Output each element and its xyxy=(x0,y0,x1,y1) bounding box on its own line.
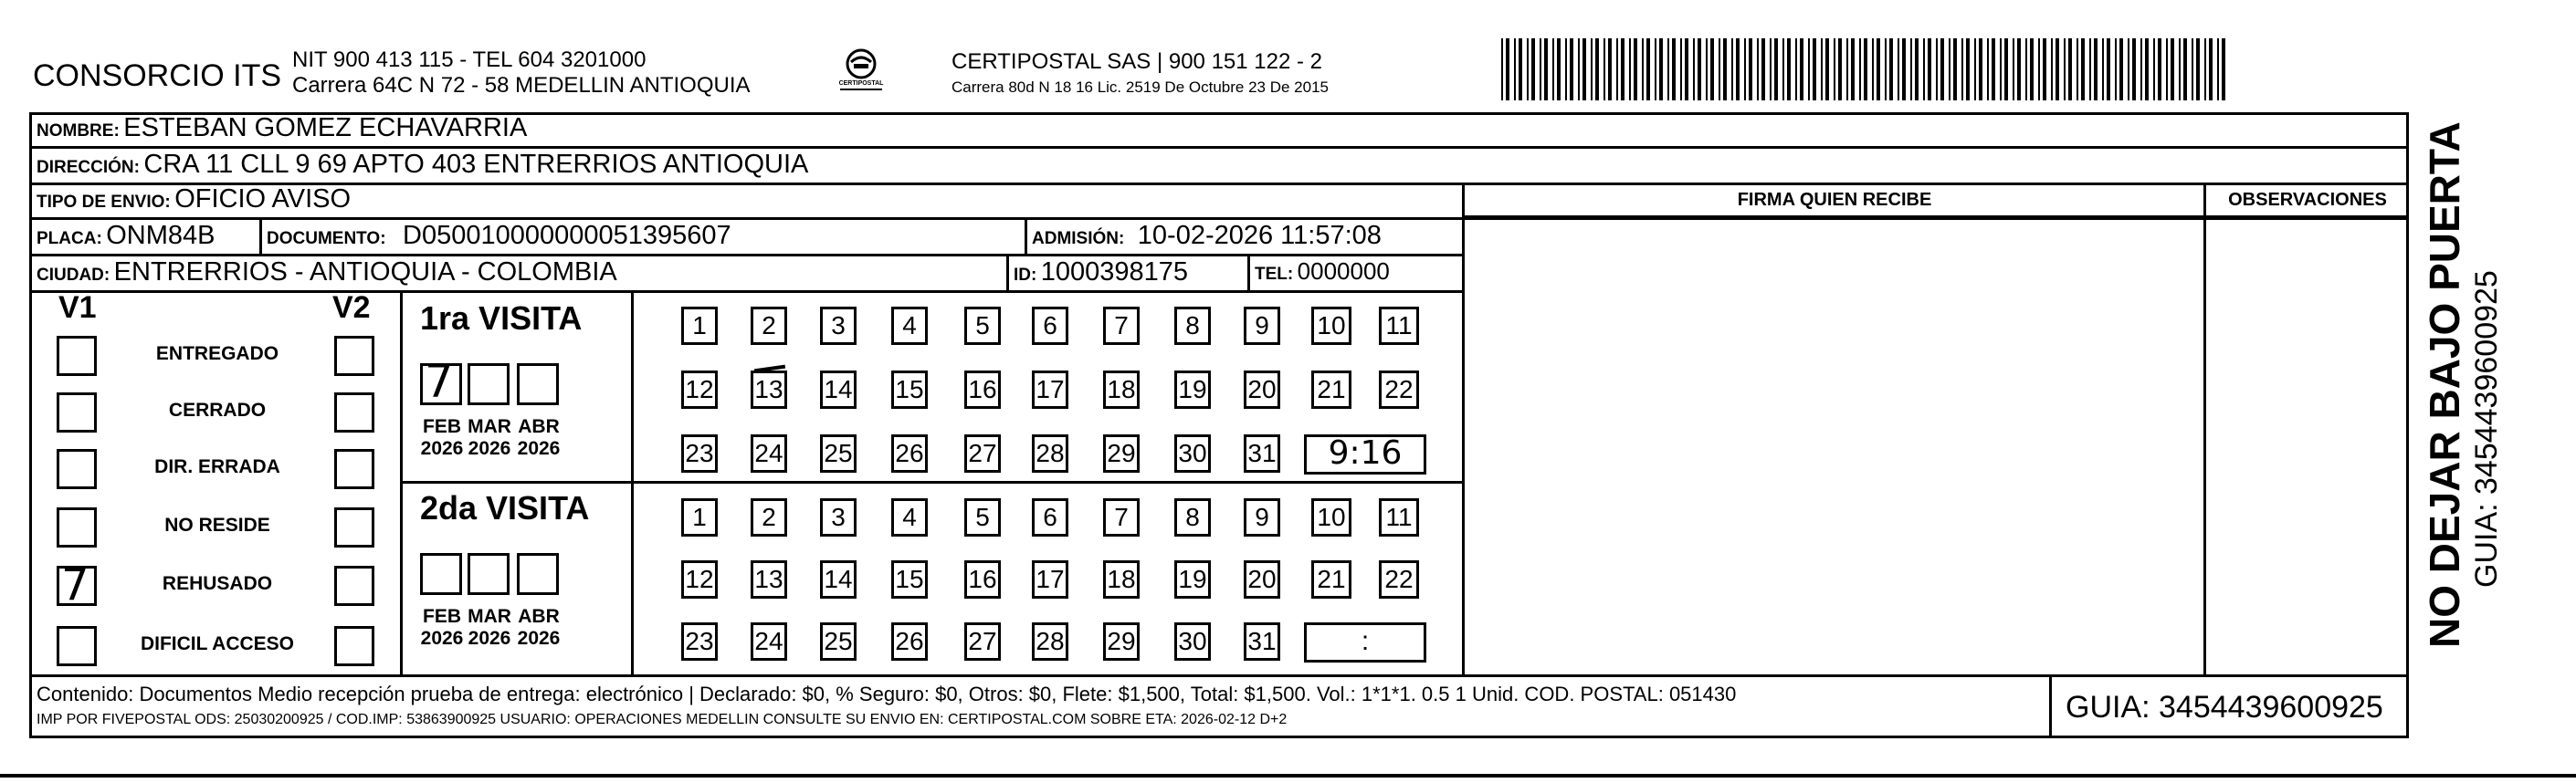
day-box[interactable]: 10 xyxy=(1311,307,1351,345)
barcode-bar xyxy=(1693,38,1695,100)
barcode-bar xyxy=(1646,38,1650,100)
barcode-bar xyxy=(2004,38,2008,100)
barcode-bar xyxy=(1787,38,1791,100)
day-box[interactable]: 4 xyxy=(891,498,928,537)
day-box[interactable]: 11 xyxy=(1379,307,1419,345)
barcode-bar xyxy=(1949,38,1950,100)
tipo-label: TIPO DE ENVIO: xyxy=(37,193,171,212)
month-checkbox[interactable] xyxy=(420,553,462,595)
barcode-bar xyxy=(1582,38,1586,100)
barcode-bar xyxy=(2068,38,2072,100)
placa-label: PLACA: xyxy=(37,229,102,248)
documento-label: DOCUMENTO: xyxy=(267,229,386,248)
side-guia: GUIA: 3454439600925 xyxy=(2469,270,2504,588)
id-label: ID: xyxy=(1014,266,1037,285)
ciudad-cell xyxy=(37,257,617,287)
bottom-cut-line xyxy=(0,774,2576,778)
barcode-bar xyxy=(1519,38,1522,100)
barcode-bar xyxy=(2145,38,2149,100)
status-label: REHUSADO xyxy=(162,573,273,594)
barcode-bar xyxy=(1902,38,1906,100)
barcode-bar xyxy=(1552,38,1554,100)
ciudad-value: ENTRERRIOS - ANTIOQUIA - COLOMBIA xyxy=(113,257,617,287)
month-name: ABR xyxy=(518,606,560,627)
day-box[interactable]: 18 xyxy=(1103,371,1140,409)
barcode-bar xyxy=(1885,38,1887,100)
barcode-bar xyxy=(1979,38,1982,100)
day-box[interactable]: 3 xyxy=(820,307,857,345)
barcode-bar xyxy=(2013,38,2014,100)
ciudad-label: CIUDAD: xyxy=(37,266,110,285)
barcode-bar xyxy=(1813,38,1816,100)
barcode-bar xyxy=(2051,38,2053,100)
barcode-bar xyxy=(1864,38,1867,100)
barcode-bar xyxy=(1603,38,1605,100)
day-box[interactable]: 23 xyxy=(681,622,718,661)
day-box[interactable]: 29 xyxy=(1103,622,1140,661)
barcode-bar xyxy=(1595,38,1599,100)
status-label: CERRADO xyxy=(168,400,267,421)
day-box[interactable]: 7 xyxy=(1103,307,1140,345)
barcode-bar xyxy=(1992,38,1995,100)
day-box[interactable]: 14 xyxy=(820,560,857,599)
v1-check-mark: 7 xyxy=(61,559,89,611)
barcode-bar xyxy=(1808,38,1810,100)
barcode-bar xyxy=(2183,38,2187,100)
day-box[interactable]: 25 xyxy=(820,622,857,661)
v2-checkbox[interactable] xyxy=(334,566,374,606)
barcode-bar xyxy=(1910,38,1912,100)
id-cell xyxy=(1014,257,1188,287)
barcode-bar xyxy=(2132,38,2136,100)
day-box[interactable]: 16 xyxy=(964,560,1001,599)
documento-cell xyxy=(267,221,731,251)
barcode-bar xyxy=(1966,38,1970,100)
month-checkbox[interactable] xyxy=(517,553,559,595)
barcode-bar xyxy=(2081,38,2085,100)
day-box[interactable]: 24 xyxy=(751,622,787,661)
barcode-bar xyxy=(1608,38,1612,100)
v1-checkbox[interactable] xyxy=(57,392,97,433)
barcode-bar xyxy=(2056,38,2059,100)
v1-checkbox[interactable] xyxy=(57,507,97,548)
barcode-bar xyxy=(1506,38,1509,100)
first-visit-time[interactable]: 9:16 xyxy=(1304,434,1426,475)
barcode-bar xyxy=(1531,38,1535,100)
barcode-bar xyxy=(1974,38,1976,100)
nombre-label: NOMBRE: xyxy=(37,121,120,141)
second-visit-label: 2da VISITA xyxy=(420,489,590,527)
tipo-value: OFICIO AVISO xyxy=(174,184,352,214)
month-checkbox[interactable] xyxy=(468,553,510,595)
barcode-bar xyxy=(1723,38,1727,100)
barcode-bar xyxy=(2038,38,2040,100)
v1-label: V1 xyxy=(58,290,97,325)
barcode-bar xyxy=(1565,38,1567,100)
barcode-bar xyxy=(2204,38,2206,100)
status-label: NO RESIDE xyxy=(164,515,270,536)
day-box[interactable]: 29 xyxy=(1103,434,1140,473)
company-nit-tel: NIT 900 413 115 - TEL 604 3201000 xyxy=(292,47,647,72)
barcode-bar xyxy=(1544,38,1548,100)
month-year: 2026 xyxy=(517,438,561,459)
day-box[interactable]: 27 xyxy=(964,434,1001,473)
barcode-bar xyxy=(1851,38,1855,100)
day-box[interactable]: 26 xyxy=(891,622,928,661)
v2-checkbox[interactable] xyxy=(334,336,374,376)
barcode-bar xyxy=(1821,38,1823,100)
firma-label: FIRMA QUIEN RECIBE xyxy=(1737,190,1932,210)
barcode-bar xyxy=(2043,38,2046,100)
month-name: FEB xyxy=(423,416,461,437)
barcode-bar xyxy=(1928,38,1931,100)
day-box[interactable]: 20 xyxy=(1244,560,1280,599)
first-visit-label: 1ra VISITA xyxy=(420,299,583,337)
day-box[interactable]: 5 xyxy=(964,307,1001,345)
placa-cell xyxy=(37,221,216,251)
barcode-bar xyxy=(1757,38,1759,100)
barcode-bar xyxy=(2196,38,2200,100)
barcode-bar xyxy=(2094,38,2098,100)
month-checkbox[interactable] xyxy=(420,355,462,408)
day-box[interactable]: 23 xyxy=(681,434,718,473)
barcode-bar xyxy=(1953,38,1957,100)
barcode-bar xyxy=(1795,38,1797,100)
status-label: DIR. ERRADA xyxy=(154,456,280,477)
barcode-bar xyxy=(1770,38,1772,100)
day-box[interactable]: 13 xyxy=(751,560,787,599)
day-box[interactable]: 26 xyxy=(891,434,928,473)
company-address: Carrera 64C N 72 - 58 MEDELLIN ANTIOQUIA xyxy=(292,73,751,98)
day-box[interactable]: 27 xyxy=(964,622,1001,661)
day-box[interactable]: 17 xyxy=(1032,560,1068,599)
day-box[interactable]: 1 xyxy=(681,498,718,537)
barcode-bar xyxy=(1710,38,1714,100)
day-box[interactable]: 4 xyxy=(891,307,928,345)
v2-label: V2 xyxy=(332,290,371,325)
day-box[interactable]: 31 xyxy=(1244,622,1280,661)
barcode-bar xyxy=(2158,38,2161,100)
barcode-bar xyxy=(1655,38,1656,100)
day-box[interactable]: 22 xyxy=(1379,560,1419,599)
day-box[interactable]: 21 xyxy=(1311,560,1351,599)
tel-value: 0000000 xyxy=(1297,257,1390,285)
barcode-bar xyxy=(1834,38,1835,100)
month-name: MAR xyxy=(468,606,511,627)
barcode-bar xyxy=(2192,38,2193,100)
day-box[interactable]: 28 xyxy=(1032,434,1068,473)
day-box[interactable]: 12 xyxy=(681,371,718,409)
barcode-bar xyxy=(1936,38,1938,100)
side-warning: NO DEJAR BAJO PUERTA xyxy=(2421,121,2468,648)
barcode-bar xyxy=(1591,38,1593,100)
barcode-bar xyxy=(2166,38,2168,100)
barcode-bar xyxy=(1987,38,1989,100)
certipostal-logo xyxy=(838,46,884,97)
day-box[interactable]: 17 xyxy=(1032,371,1068,409)
barcode-bar xyxy=(1923,38,1925,100)
month-year: 2026 xyxy=(468,628,511,649)
day-box[interactable]: 24 xyxy=(751,434,787,473)
second-visit-time[interactable]: : xyxy=(1304,622,1426,663)
day-box[interactable]: 5 xyxy=(964,498,1001,537)
v2-checkbox[interactable] xyxy=(334,507,374,548)
barcode-bar xyxy=(1731,38,1733,100)
barcode-bar xyxy=(1898,38,1899,100)
v2-checkbox[interactable] xyxy=(334,449,374,489)
day-box[interactable]: 9 xyxy=(1244,307,1280,345)
barcode-bar xyxy=(1940,38,1944,100)
day-box[interactable]: 18 xyxy=(1103,560,1140,599)
v1-checkbox[interactable] xyxy=(57,559,97,611)
tel-cell xyxy=(1255,257,1390,286)
barcode-bar xyxy=(1680,38,1682,100)
month-name: FEB xyxy=(423,606,461,627)
barcode-bar xyxy=(2077,38,2078,100)
v2-checkbox[interactable] xyxy=(334,392,374,433)
observaciones-label: OBSERVACIONES xyxy=(2228,190,2387,210)
barcode-bar xyxy=(2064,38,2066,100)
day-box[interactable]: 8 xyxy=(1174,498,1211,537)
day-box[interactable]: 15 xyxy=(891,560,928,599)
barcode-bar xyxy=(1800,38,1803,100)
day-box[interactable]: 28 xyxy=(1032,622,1068,661)
month-year: 2026 xyxy=(420,628,464,649)
tipo-row xyxy=(37,184,351,214)
barcode-bar xyxy=(2000,38,2002,100)
barcode-bar xyxy=(1761,38,1765,100)
admision-value: 10-02-2026 11:57:08 xyxy=(1137,221,1382,250)
month-year: 2026 xyxy=(517,628,561,649)
day-box[interactable]: 9 xyxy=(1244,498,1280,537)
logo-text: CERTIPOSTAL xyxy=(838,80,884,87)
barcode-bar xyxy=(1578,38,1580,100)
documento-value: D050010000000051395607 xyxy=(403,221,731,250)
nombre-value: ESTEBAN GOMEZ ECHAVARRIA xyxy=(123,113,528,142)
day-box[interactable]: 10 xyxy=(1311,498,1351,537)
barcode-bar xyxy=(2217,38,2219,100)
barcode-bar xyxy=(2030,38,2034,100)
day-box[interactable]: 30 xyxy=(1174,434,1211,473)
barcode-bar xyxy=(1825,38,1829,100)
day-box[interactable]: 30 xyxy=(1174,622,1211,661)
status-label: DIFICIL ACCESO xyxy=(140,633,294,654)
company-name: CONSORCIO ITS xyxy=(33,58,282,93)
barcode-bar xyxy=(1872,38,1874,100)
admision-cell xyxy=(1032,221,1382,251)
barcode-bar xyxy=(2179,38,2181,100)
barcode-bar xyxy=(1629,38,1631,100)
barcode-bar xyxy=(1961,38,1963,100)
barcode-bar xyxy=(1557,38,1561,100)
barcode xyxy=(1501,38,2226,100)
day-box[interactable]: 16 xyxy=(964,371,1001,409)
barcode-bar xyxy=(1915,38,1919,100)
day-box[interactable]: 15 xyxy=(891,371,928,409)
carrier-name: CERTIPOSTAL SAS | 900 151 122 - 2 xyxy=(952,49,1322,74)
id-value: 1000398175 xyxy=(1040,257,1189,287)
barcode-bar xyxy=(1527,38,1529,100)
tel-label: TEL: xyxy=(1255,265,1294,284)
direccion-label: DIRECCIÓN: xyxy=(37,158,140,177)
barcode-bar xyxy=(1877,38,1880,100)
day-box[interactable]: 11 xyxy=(1379,498,1419,537)
month-checkbox[interactable] xyxy=(517,363,559,405)
status-label: ENTREGADO xyxy=(155,343,279,364)
barcode-bar xyxy=(1846,38,1848,100)
barcode-bar xyxy=(2089,38,2091,100)
day-box[interactable]: 14 xyxy=(820,371,857,409)
month-name: ABR xyxy=(518,416,560,437)
barcode-bar xyxy=(2115,38,2117,100)
barcode-bar xyxy=(1698,38,1701,100)
barcode-bar xyxy=(2128,38,2129,100)
barcode-bar xyxy=(2119,38,2123,100)
barcode-bar xyxy=(1774,38,1778,100)
barcode-bar xyxy=(1838,38,1842,100)
day-box[interactable]: 13 xyxy=(751,371,787,409)
barcode-bar xyxy=(1540,38,1541,100)
day-box[interactable]: 12 xyxy=(681,560,718,599)
imp-text: IMP POR FIVEPOSTAL ODS: 25030200925 / COD.IMP: 53863900925 USUARIO: OPERACIONES MEDELLIN CONSULTE SU ENVIO EN: CERTIPOSTAL.COM SOBRE ETA: 2026-02-12 D+2 xyxy=(37,712,1288,727)
barcode-bar xyxy=(1889,38,1893,100)
barcode-bar xyxy=(1621,38,1624,100)
day-box[interactable]: 21 xyxy=(1311,371,1351,409)
month-year: 2026 xyxy=(468,438,511,459)
barcode-bar xyxy=(1570,38,1573,100)
barcode-bar xyxy=(1634,38,1637,100)
barcode-bar xyxy=(1685,38,1688,100)
barcode-bar xyxy=(1501,38,1503,100)
barcode-bar xyxy=(1706,38,1708,100)
contenido-text: Contenido: Documentos Medio recepción prueba de entrega: electrónico | Declarado: $0, % Seguro: $0, Otros: $0, Flete: $1,500, Total: $1,500. Vol.: 1*1*1. 0.5 1 Unid. COD. POSTAL: 051430 xyxy=(37,683,1737,705)
placa-value: ONM84B xyxy=(106,221,216,250)
side-text xyxy=(2421,121,2522,648)
barcode-bar xyxy=(1719,38,1720,100)
barcode-bar xyxy=(2017,38,2021,100)
barcode-bar xyxy=(1514,38,1516,100)
barcode-bar xyxy=(2025,38,2027,100)
day-box[interactable]: 2 xyxy=(751,498,787,537)
direccion-value: CRA 11 CLL 9 69 APTO 403 ENTRERRIOS ANTIOQUIA xyxy=(143,150,809,179)
barcode-bar xyxy=(1744,38,1746,100)
barcode-bar xyxy=(1782,38,1784,100)
barcode-bar xyxy=(2140,38,2142,100)
month-checkbox[interactable] xyxy=(468,363,510,405)
day-box[interactable]: 19 xyxy=(1174,371,1211,409)
v1-checkbox[interactable] xyxy=(57,336,97,376)
barcode-bar xyxy=(2209,38,2213,100)
day-box[interactable]: 7 xyxy=(1103,498,1140,537)
barcode-bar xyxy=(1642,38,1644,100)
day-box[interactable]: 31 xyxy=(1244,434,1280,473)
barcode-bar xyxy=(2222,38,2225,100)
month-mark: 7 xyxy=(425,355,454,408)
barcode-bar xyxy=(2107,38,2110,100)
footer-guia: GUIA: 3454439600925 xyxy=(2066,690,2383,725)
direccion-row xyxy=(37,150,808,180)
barcode-bar xyxy=(2102,38,2104,100)
barcode-bar xyxy=(2153,38,2155,100)
day-box[interactable]: 19 xyxy=(1174,560,1211,599)
v1-checkbox[interactable] xyxy=(57,449,97,489)
barcode-bar xyxy=(1736,38,1740,100)
day-box[interactable]: 8 xyxy=(1174,307,1211,345)
month-name: MAR xyxy=(468,416,511,437)
day-box[interactable]: 25 xyxy=(820,434,857,473)
barcode-bar xyxy=(2171,38,2174,100)
v1-checkbox[interactable] xyxy=(57,626,97,666)
day-box[interactable]: 6 xyxy=(1032,498,1068,537)
barcode-bar xyxy=(1659,38,1663,100)
v2-checkbox[interactable] xyxy=(334,626,374,666)
month-year: 2026 xyxy=(420,438,464,459)
nombre-row xyxy=(37,113,527,143)
day-box[interactable]: 22 xyxy=(1379,371,1419,409)
day-box[interactable]: 6 xyxy=(1032,307,1068,345)
barcode-bar xyxy=(1749,38,1752,100)
barcode-bar xyxy=(1859,38,1861,100)
day-box[interactable]: 20 xyxy=(1244,371,1280,409)
barcode-bar xyxy=(1672,38,1676,100)
day-box[interactable]: 1 xyxy=(681,307,718,345)
admision-label: ADMISIÓN: xyxy=(1032,229,1125,248)
carrier-address: Carrera 80d N 18 16 Lic. 2519 De Octubre 23 De 2015 xyxy=(952,78,1329,96)
day-box[interactable]: 2 xyxy=(751,307,787,345)
day-box[interactable]: 3 xyxy=(820,498,857,537)
barcode-bar xyxy=(1616,38,1618,100)
barcode-bar xyxy=(1667,38,1669,100)
